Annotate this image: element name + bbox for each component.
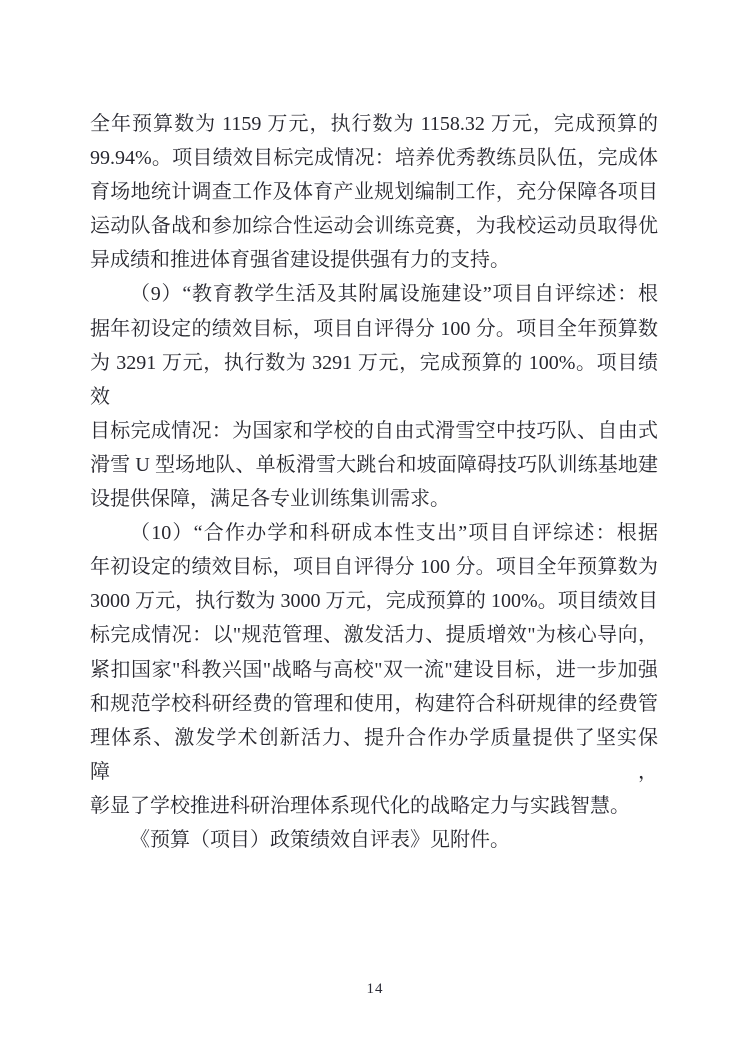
text-line: 据年初设定的绩效目标，项目自评得分 100 分。项目全年预算数: [90, 317, 658, 340]
document-body: [90, 107, 658, 857]
paragraph: [90, 277, 658, 516]
text-line: 全年预算数为 1159 万元，执行数为 1158.32 万元，完成预算的: [90, 113, 658, 135]
text-line: 3000 万元，执行数为 3000 万元，完成预算的 100%。项目绩效目: [90, 590, 658, 613]
text-line: 运动队备战和参加综合性运动会训练竞赛，为我校运动员取得优: [90, 215, 658, 238]
text-line: 年初设定的绩效目标，项目自评得分 100 分。项目全年预算数为: [90, 556, 658, 579]
text-line: 滑雪 U 型场地队、单板滑雪大跳台和坡面障碍技巧队训练基地建: [90, 453, 658, 476]
text-line: 异成绩和推进体育强省建设提供强有力的支持。: [90, 249, 510, 272]
paragraph: [90, 516, 658, 823]
text-line: 为 3291 万元，执行数为 3291 万元，完成预算的 100%。项目绩效: [90, 351, 658, 408]
text-line: 育场地统计调查工作及体育产业规划编制工作，充分保障各项目: [90, 181, 658, 204]
text-line: 彰显了学校推进科研治理体系现代化的战略定力与实践智慧。: [90, 794, 630, 817]
text-line: 紧扣国家"科教兴国"战略与高校"双一流"建设目标，进一步加强: [90, 658, 658, 681]
page-number: 14: [366, 981, 384, 997]
text-line: 99.94%。项目绩效目标完成情况：培养优秀教练员队伍，完成体: [90, 147, 658, 170]
text-line: （9）“教育教学生活及其附属设施建设”项目自评综述：根: [130, 283, 658, 306]
text-line: 设提供保障，满足各专业训练集训需求。: [90, 488, 450, 511]
text-line: 目标完成情况：为国家和学校的自由式滑雪空中技巧队、自由式: [90, 419, 658, 442]
text-line: （10）“合作办学和科研成本性支出”项目自评综述：根据: [130, 522, 658, 545]
paragraph: [90, 823, 658, 857]
paragraph: [90, 107, 658, 277]
text-line: 理体系、激发学术创新活力、提升合作办学质量提供了坚实保障，: [90, 726, 658, 783]
page-footer: [0, 980, 750, 998]
text-line: 标完成情况：以"规范管理、激发活力、提质增效"为核心导向，: [90, 624, 658, 647]
text-line: 《预算（项目）政策绩效自评表》见附件。: [130, 828, 510, 851]
text-line: 和规范学校科研经费的管理和使用，构建符合科研规律的经费管: [90, 692, 658, 715]
